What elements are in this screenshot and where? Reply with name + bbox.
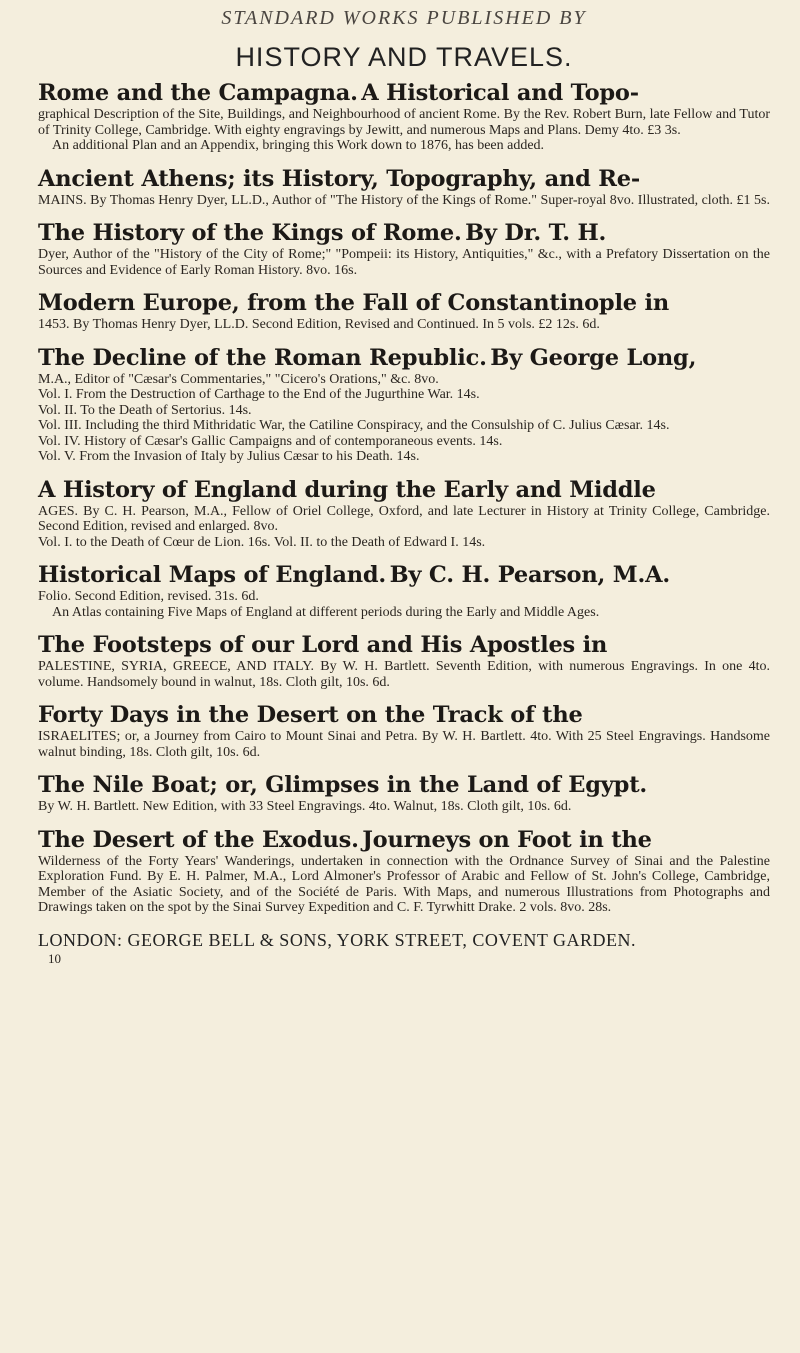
entry-body: MAINS. By Thomas Henry Dyer, LL.D., Author of "The History of the Kings of Rome." Super-royal 8vo. Illustrated, cloth. £1 5s. [38, 192, 771, 208]
entry-note: An additional Plan and an Appendix, bringing this Work down to 1876, has been added. [52, 138, 545, 153]
entry-footsteps-of-our-lord [38, 632, 770, 690]
entry-body: Dyer, Author of the "History of the City of Rome;" "Pompeii: its History, Antiquities," &c., with a Prefatory Dissertation on the Sources and Evidence of Early Roman History. 8vo. 16s. [38, 247, 770, 278]
volume-line: Vol. III. Including the third Mithridatic War, the Catiline Conspiracy, and the Consulship of C. Julius Cæsar. 14s. [38, 418, 670, 433]
entry-title: The Nile Boat; or, Glimpses in the Land of Egypt. [38, 772, 648, 798]
entry-title: The Desert of the Exodus. [38, 826, 359, 853]
entry-title-rest: A Historical and Topo- [361, 80, 639, 106]
entry-kings-of-rome [38, 220, 770, 278]
entry-body: 1453. By Thomas Henry Dyer, LL.D. Second Edition, Revised and Continued. In 5 vols. £2 12s. 6d. [38, 317, 600, 332]
entry-title-rest: By Dr. T. H. [465, 220, 607, 246]
entry-historical-maps [38, 562, 770, 620]
entry-volumes: Vol. I. to the Death of Cœur de Lion. 16s. Vol. II. to the Death of Edward I. 14s. [38, 534, 486, 550]
running-head: STANDARD WORKS PUBLISHED BY [221, 7, 587, 29]
entry-body: ISRAELITES; or, a Journey from Cairo to Mount Sinai and Petra. By W. H. Bartlett. 4to. With 25 Steel Engravings. Handsome walnut binding, 18s. Cloth gilt, 10s. 6d. [38, 729, 770, 760]
publisher-imprint: LONDON: GEORGE BELL & SONS, YORK STREET, COVENT GARDEN. [38, 929, 636, 950]
volume-line: Vol. II. To the Death of Sertorius. 14s. [38, 402, 252, 418]
entry-forty-days-in-desert [38, 702, 770, 760]
entry-roman-republic [38, 345, 770, 465]
entry-title-rest: By C. H. Pearson, M.A. [389, 562, 670, 588]
entry-title: The Decline of the Roman Republic. [38, 344, 487, 371]
entry-title: Modern Europe, from the Fall of Constantinople in [38, 290, 670, 316]
entry-body: By W. H. Bartlett. New Edition, with 33 Steel Engravings. 4to. Walnut, 18s. Cloth gilt, 10s. 6d. [38, 799, 572, 814]
page-number: 10 [48, 950, 61, 966]
entry-note: An Atlas containing Five Maps of England at different periods during the Early and Middle Ages. [52, 604, 600, 620]
entry-body: M.A., Editor of "Cæsar's Commentaries," "Cicero's Orations," &c. 8vo. [38, 371, 439, 387]
entry-title: The Footsteps of our Lord and His Apostles in [38, 632, 608, 658]
volume-line: Vol. IV. History of Cæsar's Gallic Campaigns and of contemporaneous events. 14s. [38, 433, 503, 449]
entry-title: A History of England during the Early and Middle [38, 476, 656, 503]
volume-line: Vol. V. From the Invasion of Italy by Julius Cæsar to his Death. 14s. [38, 449, 420, 464]
section-title: HISTORY AND TRAVELS. [235, 42, 573, 72]
entry-body: PALESTINE, SYRIA, GREECE, AND ITALY. By W. H. Bartlett. Seventh Edition, with numerous Engravings. In one 4to. volume. Handsomely bound in walnut, 18s. Cloth gilt, 10s. 6d. [38, 659, 770, 690]
entry-body: Wilderness of the Forty Years' Wanderings, undertaken in connection with the Ordnance Survey of Sinai and the Palestine Exploration Fund. By E. H. Palmer, M.A., Lord Almoner's Professor of Arabic and Fellow of St. John's College, Cambridge, Member of the Asiatic Society, and of the Société de Paris. With Maps, and numerous Illustrations from Photographs and Drawings taken on the spot by the Sinai Survey Expedition and C. F. Tyrwhitt Drake. 2 vols. 8vo. 28s. [38, 853, 770, 915]
entry-history-of-england [38, 477, 770, 551]
entry-nile-boat [38, 772, 770, 815]
entry-rome-campagna [38, 80, 770, 154]
entry-title: Forty Days in the Desert on the Track of the [38, 702, 583, 728]
entry-modern-europe [38, 290, 770, 333]
entry-body: AGES. By C. H. Pearson, M.A., Fellow of Oriel College, Oxford, and late Lecturer in History at Trinity College, Cambridge. Second Edition, revised and enlarged. 8vo. [38, 503, 770, 534]
entry-title-rest: Journeys on Foot in the [362, 826, 652, 853]
entry-title-rest: By George Long, [490, 344, 697, 371]
entry-body: graphical Description of the Site, Buildings, and Neighbourhood of ancient Rome. By the Rev. Robert Burn, late Fellow and Tutor of Trinity College, Cambridge. With eighty engravings by Jewitt, and numerous Maps and Plans. Demy 4to. £3 3s. [38, 107, 770, 138]
entry-title: Rome and the Campagna. [38, 80, 358, 106]
volume-line: Vol. I. From the Destruction of Carthage to the End of the Jugurthine War. 14s. [38, 387, 480, 402]
entry-title: Historical Maps of England. [38, 562, 387, 588]
entry-title: Ancient Athens; its History, Topography, and Re- [38, 165, 641, 192]
entry-title: The History of the Kings of Rome. [38, 220, 462, 246]
entry-desert-of-exodus [38, 827, 770, 916]
entry-ancient-athens [38, 166, 770, 209]
entry-body: Folio. Second Edition, revised. 31s. 6d. [38, 589, 259, 604]
